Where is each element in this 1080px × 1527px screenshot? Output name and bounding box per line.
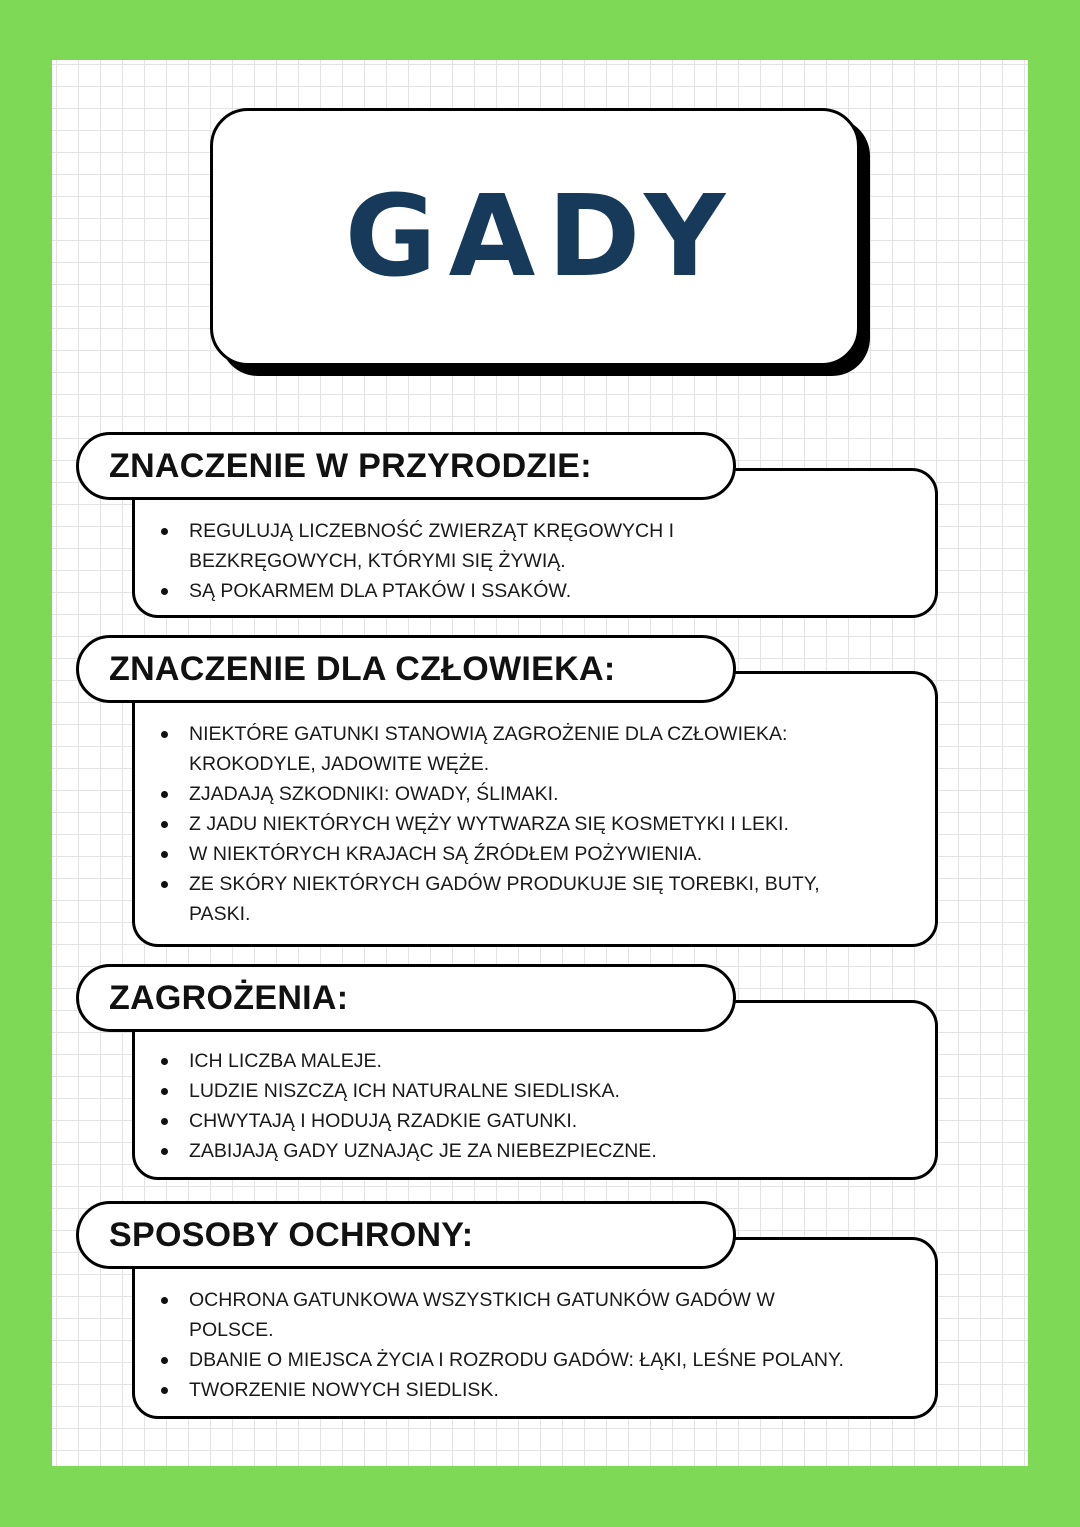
bullet-list — [161, 1285, 921, 1405]
section-heading: SPOSOBY OCHRONY: — [109, 1215, 474, 1254]
list-item: NIEKTÓRE GATUNKI STANOWIĄ ZAGROŻENIE DLA CZŁOWIEKA: KROKODYLE, JADOWITE WĘŻE. — [161, 719, 861, 779]
list-item: SĄ POKARMEM DLA PTAKÓW I SSAKÓW. — [161, 576, 801, 606]
list-item: OCHRONA GATUNKOWA WSZYSTKICH GATUNKÓW GADÓW W POLSCE. — [161, 1285, 921, 1345]
list-item: LUDZIE NISZCZĄ ICH NATURALNE SIEDLISKA. — [161, 1076, 881, 1106]
list-item: Z JADU NIEKTÓRYCH WĘŻY WYTWARZA SIĘ KOSMETYKI I LEKI. — [161, 809, 861, 839]
note-sheet — [52, 60, 1028, 1466]
list-item: DBANIE O MIEJSCA ŻYCIA I ROZRODU GADÓW: ŁĄKI, LEŚNE POLANY. — [161, 1345, 921, 1375]
list-item: TWORZENIE NOWYCH SIEDLISK. — [161, 1375, 921, 1405]
bullet-list — [161, 719, 861, 929]
section-header-box — [76, 1201, 736, 1269]
section-protection — [76, 1201, 938, 1421]
list-item: ZABIJAJĄ GADY UZNAJĄC JE ZA NIEBEZPIECZNE. — [161, 1136, 881, 1166]
section-human — [76, 635, 938, 947]
title-box — [210, 108, 860, 366]
section-header-box — [76, 964, 736, 1032]
list-item: ICH LICZBA MALEJE. — [161, 1046, 881, 1076]
section-heading: ZAGROŻENIA: — [109, 978, 349, 1017]
page-title: GADY — [344, 172, 738, 302]
section-header-box — [76, 635, 736, 703]
section-nature — [76, 432, 938, 618]
list-item: W NIEKTÓRYCH KRAJACH SĄ ŹRÓDŁEM POŻYWIENIA. — [161, 839, 861, 869]
section-heading: ZNACZENIE W PRZYRODZIE: — [109, 446, 592, 485]
bullet-list — [161, 1046, 881, 1166]
bullet-list — [161, 516, 801, 606]
section-header-box — [76, 432, 736, 500]
list-item: REGULUJĄ LICZEBNOŚĆ ZWIERZĄT KRĘGOWYCH I BEZKRĘGOWYCH, KTÓRYMI SIĘ ŻYWIĄ. — [161, 516, 801, 576]
list-item: ZE SKÓRY NIEKTÓRYCH GADÓW PRODUKUJE SIĘ TOREBKI, BUTY, PASKI. — [161, 869, 861, 929]
section-threats — [76, 964, 938, 1180]
list-item: CHWYTAJĄ I HODUJĄ RZADKIE GATUNKI. — [161, 1106, 881, 1136]
list-item: ZJADAJĄ SZKODNIKI: OWADY, ŚLIMAKI. — [161, 779, 861, 809]
section-heading: ZNACZENIE DLA CZŁOWIEKA: — [109, 649, 616, 688]
